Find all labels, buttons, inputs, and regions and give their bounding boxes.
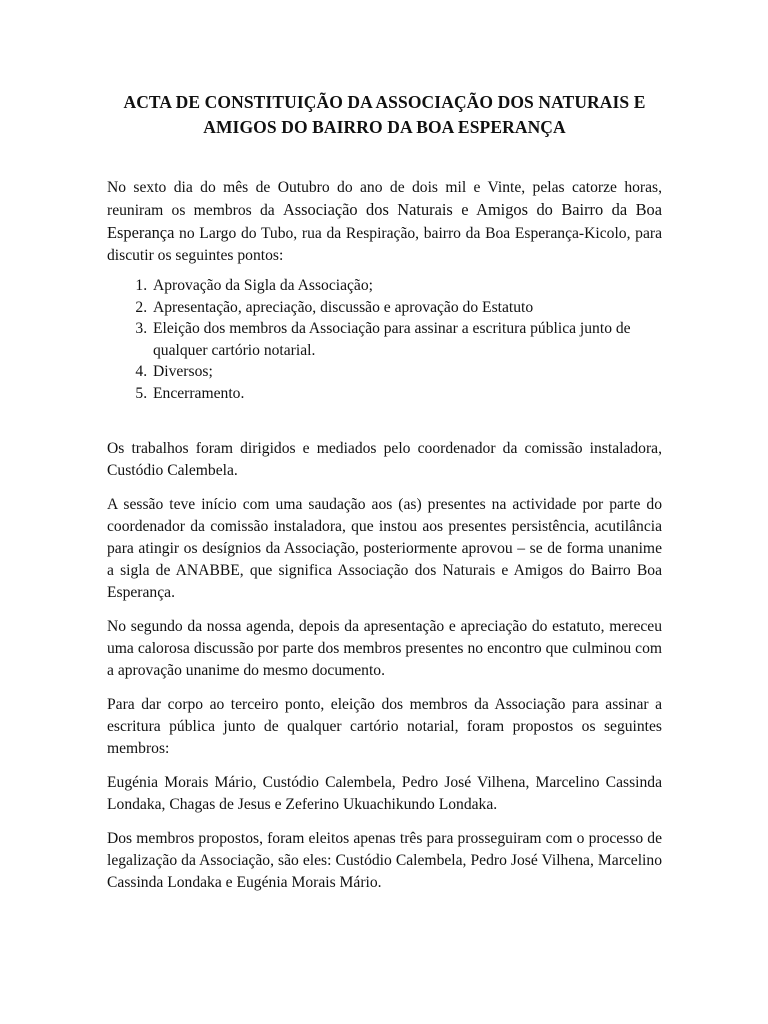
paragraph-member-election: Para dar corpo ao terceiro ponto, eleição dos membros da Associação para assinar a escritura pública junto de qualquer cartório notarial, foram propostos os seguintes membros: [107, 696, 662, 757]
intro-text-part-1: No sexto dia do mês de Outubro do ano de dois mil e Vinte, pelas catorze horas, reuniram os membros da [107, 179, 662, 219]
paragraph-statute-approval: No segundo da nossa agenda, depois da apresentação e apreciação do estatuto, mereceu uma calorosa discussão por parte dos membros presentes no encontro que culminou com a aprovação unanime do mesmo documento. [107, 618, 662, 679]
agenda-list [107, 275, 662, 404]
agenda-item-2: 2. Apresentação, apreciação, discussão e aprovação do Estatuto [151, 297, 662, 319]
agenda-item-4: 4. Diversos; [151, 361, 662, 383]
paragraph-coordination: Os trabalhos foram dirigidos e mediados pelo coordenador da comissão instaladora, Custódio Calembela. [107, 440, 662, 479]
agenda-item-3: 3. Eleição dos membros da Associação para assinar a escritura pública junto de qualquer cartório notarial. [151, 318, 662, 361]
title-line-1: ACTA DE CONSTITUIÇÃO DA ASSOCIAÇÃO DOS NATURAIS E [123, 92, 646, 112]
paragraph-session-opening: A sessão teve início com uma saudação aos (as) presentes na actividade por parte do coordenador da comissão instaladora, que instou aos presentes persistência, acutilância para atingir os desígnios da Associação, posteriormente aprovou – se de forma unanime a sigla de ANABBE, que significa Associação dos Naturais e Amigos do Bairro Boa Esperança. [107, 496, 662, 601]
association-name: Associação dos Naturais e Amigos do Bairro da Boa Esperança [107, 200, 662, 242]
document-title [107, 90, 662, 140]
agenda-item-5: 5. Encerramento. [151, 383, 662, 405]
agenda-item-1: 1. Aprovação da Sigla da Associação; [151, 275, 662, 297]
intro-text-part-3: no Largo do Tubo, rua da Respiração, bairro da Boa Esperança-Kicolo, para discutir os seguintes pontos: [107, 225, 662, 264]
paragraph-elected-members: Dos membros propostos, foram eleitos apenas três para prosseguiram com o processo de legalização da Associação, são eles: Custódio Calembela, Pedro José Vilhena, Marcelino Cassinda Londaka e Eugénia Morais Mário. [107, 830, 662, 891]
intro-paragraph [107, 177, 662, 267]
paragraph-proposed-members: Eugénia Morais Mário, Custódio Calembela, Pedro José Vilhena, Marcelino Cassinda Londaka, Chagas de Jesus e Zeferino Ukuachikundo Londaka. [107, 774, 662, 813]
title-line-2: AMIGOS DO BAIRRO DA BOA ESPERANÇA [203, 117, 566, 137]
